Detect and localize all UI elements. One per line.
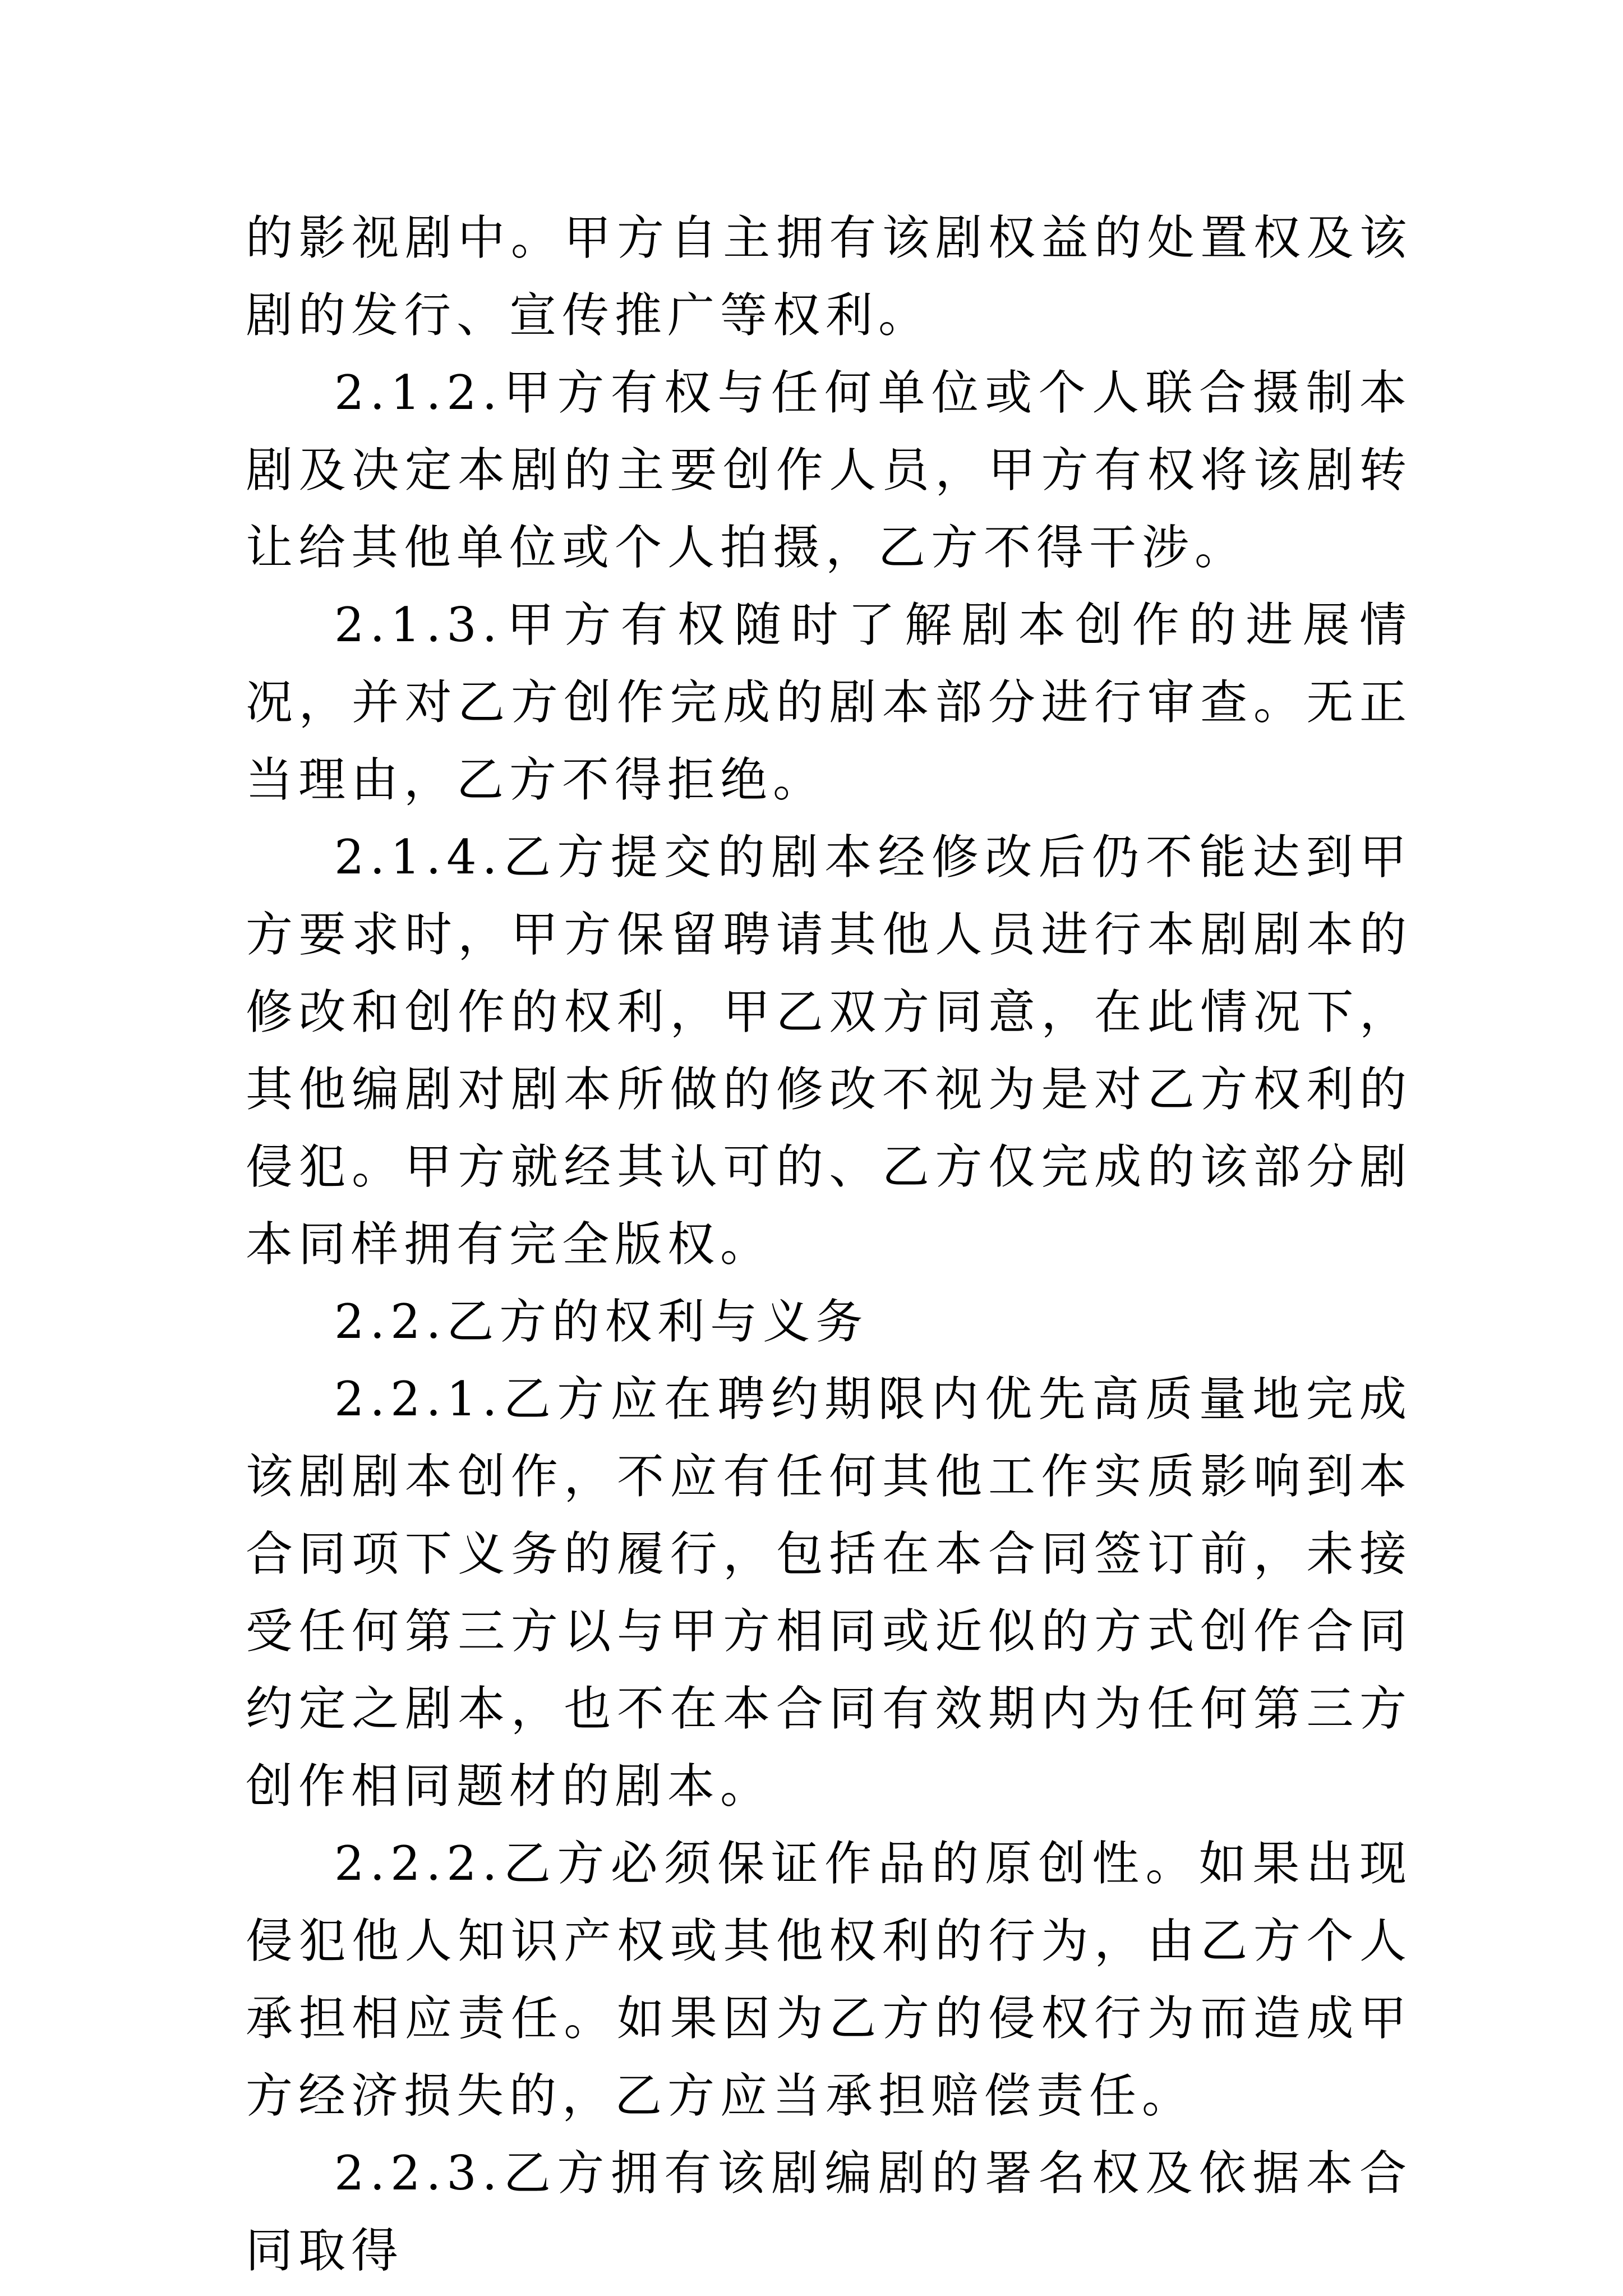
clause-2-2-3: 2.2.3.乙方拥有该剧编剧的署名权及依据本合同取得 [246,2146,1412,2278]
section-heading-2-2: 2.2.乙方的权利与义务 [334,1294,869,1349]
clause-2-1-4: 2.1.4.乙方提交的剧本经修改后仍不能达到甲方要求时，甲方保留聘请其他人员进行本剧剧本的修改和创作的权利，甲乙双方同意，在此情况下，其他编剧对剧本所做的修改不视为是对乙方权利的侵犯。甲方就经其认可的、乙方仅完成的该部分剧本同样拥有完全版权。 [246,830,1412,1272]
clause-2-2-2: 2.2.2.乙方必须保证作品的原创性。如果出现侵犯他人知识产权或其他权利的行为，由乙方个人承担相应责任。如果因为乙方的侵权行为而造成甲方经济损失的，乙方应当承担赔偿责任。 [246,1836,1412,2123]
clause-2-1-3: 2.1.3.甲方有权随时了解剧本创作的进展情况，并对乙方创作完成的剧本部分进行审查。无正当理由，乙方不得拒绝。 [246,597,1412,807]
clause-2-2-1: 2.2.1.乙方应在聘约期限内优先高质量地完成该剧剧本创作，不应有任何其他工作实质影响到本合同项下义务的履行，包括在本合同签订前，未接受任何第三方以与甲方相同或近似的方式创作合同约定之剧本，也不在本合同有效期内为任何第三方创作相同题材的剧本。 [246,1372,1412,1814]
document-body [246,199,1412,2289]
clause-2-1-2: 2.1.2.甲方有权与任何单位或个人联合摄制本剧及决定本剧的主要创作人员，甲方有权将该剧转让给其他单位或个人拍摄，乙方不得干涉。 [246,365,1412,575]
paragraph-continued: 的影视剧中。甲方自主拥有该剧权益的处置权及该剧的发行、宣传推广等权利。 [246,210,1412,343]
